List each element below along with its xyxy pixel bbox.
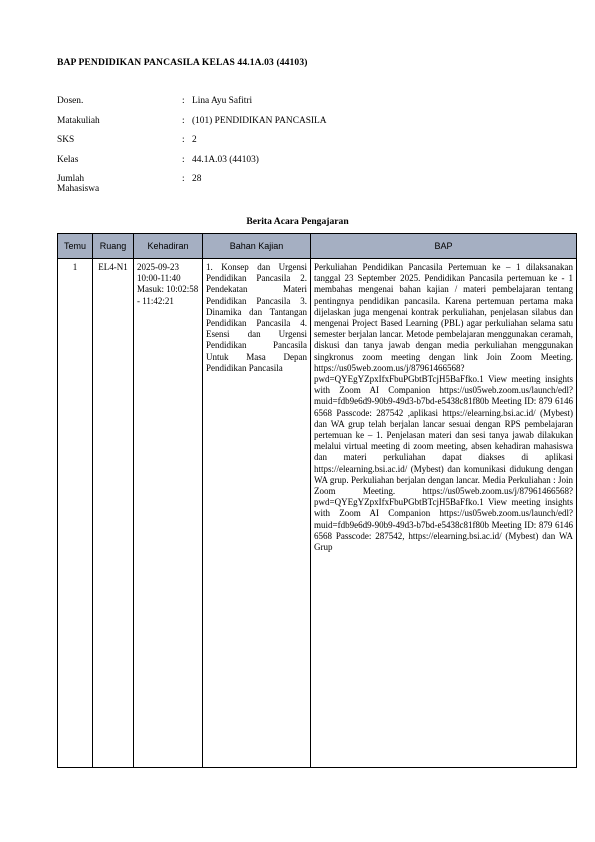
info-colon: :: [182, 135, 185, 146]
cell-bahan-kajian: 1. Konsep dan Urgensi Pendidikan Pancasila 2. Pendekatan Materi Pendidikan Pancasila 3. Dinamika dan Tantangan Pendidikan Pancasila 4. Esensi dan Urgensi Pendidikan Pancasila Untuk Masa Depan Pendidikan Pancasila: [203, 259, 311, 768]
section-title: Berita Acara Pengajaran: [246, 216, 349, 227]
info-colon: :: [182, 96, 185, 106]
info-label: Jumlah Mahasiswa: [57, 174, 100, 195]
info-label: Matakuliah: [57, 115, 100, 126]
cell-ruang: EL4-N1: [93, 259, 134, 768]
info-value: 28: [192, 174, 202, 185]
info-colon: :: [182, 115, 185, 126]
table-header-row: [58, 234, 577, 259]
info-label: Kelas: [57, 154, 79, 165]
cell-bap: Perkuliahan Pendidikan Pancasila Pertemuan ke – 1 dilaksanakan tanggal 23 September 2025. Pendidikan Pancasila pertemuan ke - 1 membahas mengenai bahan kajian / materi pembelajaran tentang pentingnya pendidikan pancasila. Karena pertemuan pertama maka dijelaskan juga mengenai kontrak perkuliahan, penjelasan silabus dan mengenai Project Based Learning (PBL) agar perkuliahan selama satu semester berjalan lancar. Metode pembelajaran menggunakan ceramah, diskusi dan tanya jawab dengan media perkuliahan menggunakan singkronus zoom meeting dengan link Join Zoom Meeting. https://us05web.zoom.us/j/87961466568?pwd=QYEgYZpxIfxFbuPGbtBTcjH5BaFfko.1 View meeting insights with Zoom AI Companion https://us05web.zoom.us/launch/edl?muid=fdb9e6d9-90b9-49d3-b7bd-e5438c81f80b Meeting ID: 879 6146 6568 Passcode: 287542 ,aplikasi https://elearning.bsi.ac.id/ (Mybest) dan WA grup telah berjalan lancar sesuai dengan RPS pembelajaran pertemuan ke – 1. Penjelasan materi dan sesi tanya jawab dilakukan melalui virtual meeting di zoom meeting, absen kehadiran mahasiswa dan materi perkuliahan dapat diakses di aplikasi https://elearning.bsi.ac.id/ (Mybest) dan komunikasi didukung dengan WA grup. Perkuliahan berjalan dengan lancar. Media Perkuliahan : Join Zoom Meeting. https://us05web.zoom.us/j/87961466568?pwd=QYEgYZpxIfxFbuPGbtBTcjH5BaFfko.1 View meeting insights with Zoom AI Companion https://us05web.zoom.us/launch/edl?muid=fdb9e6d9-90b9-49d3-b7bd-e5438c81f80b Meeting ID: 879 6146 6568 Passcode: 287542, https://elearning.bsi.ac.id/ (Mybest) dan WA Grup: [311, 259, 577, 768]
info-value: 44.1A.03 (44103): [192, 154, 259, 165]
info-value: (101) PENDIDIKAN PANCASILA: [192, 115, 327, 126]
column-header-kehadiran: Kehadiran: [134, 234, 203, 259]
column-header-temu: Temu: [58, 234, 93, 259]
column-header-bahan-kajian: Bahan Kajian: [203, 234, 311, 259]
column-header-ruang: Ruang: [93, 234, 134, 259]
cell-temu: 1: [58, 259, 93, 768]
info-value: 2: [192, 135, 197, 146]
info-value: Lina Ayu Safitri: [192, 96, 253, 106]
column-header-bap: BAP: [311, 234, 577, 259]
info-label: SKS: [57, 135, 75, 146]
document-title: BAP PENDIDIKAN PANCASILA KELAS 44.1A.03 (44103): [57, 57, 308, 68]
info-label: Dosen.: [57, 96, 84, 106]
info-colon: :: [182, 174, 185, 185]
info-colon: :: [182, 154, 185, 165]
bap-table: [57, 233, 577, 768]
table-row: [58, 259, 577, 768]
cell-kehadiran: 2025-09-23 10:00-11:40 Masuk: 10:02:58 - 11:42:21: [134, 259, 203, 768]
